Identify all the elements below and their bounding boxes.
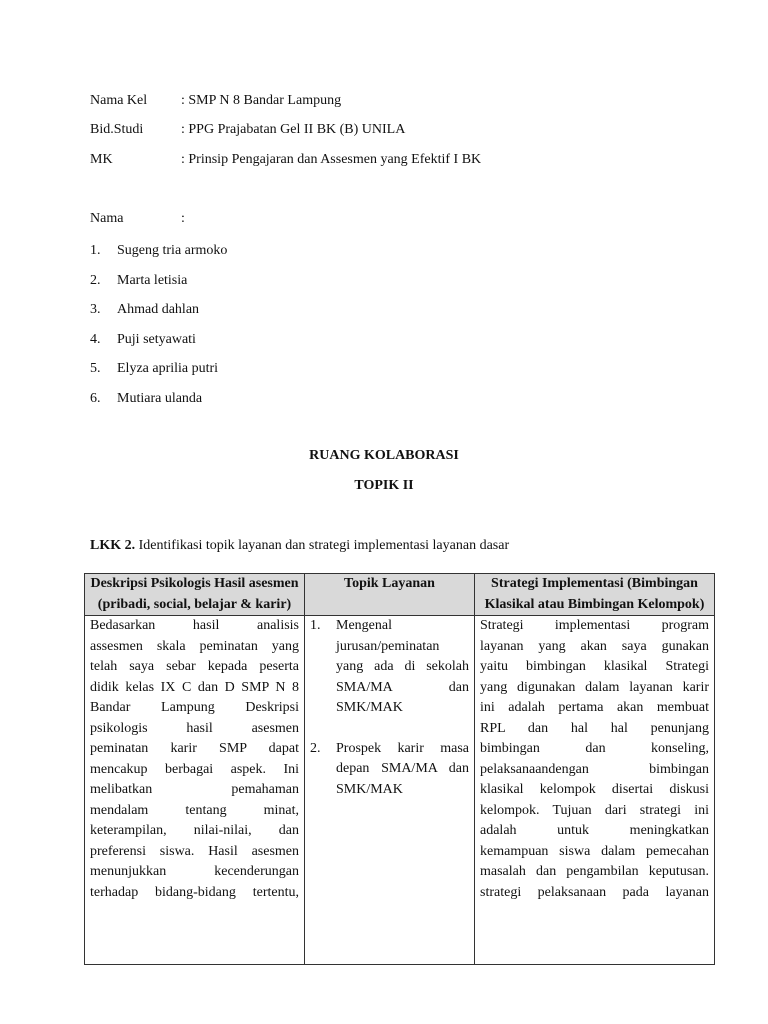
list-number: 6. <box>90 390 101 406</box>
text-line: menunjukkan kecenderungan <box>90 864 299 879</box>
cell-deskripsi <box>85 616 305 965</box>
list-item <box>90 300 227 330</box>
list-number: 3. <box>90 302 101 318</box>
member-name: Puji setyawati <box>117 331 196 347</box>
list-number: 2. <box>90 272 101 288</box>
text-line: bimbingan dan konseling, <box>480 741 709 756</box>
text-line: psikologis hasil asesmen <box>90 720 299 736</box>
header-topik: Topik Layanan <box>305 574 475 616</box>
member-name: Sugeng tria armoko <box>117 243 228 258</box>
list-item <box>90 330 227 360</box>
header-strategi: Strategi Implementasi (Bimbingan Klasikal atau Bimbingan Kelompok) <box>475 574 715 616</box>
topic-text: Prospek karir masa depan SMA/MA dan SMK/MAK <box>336 740 469 797</box>
member-name: Elyza aprilia putri <box>117 361 219 377</box>
text-line: keterampilan, nilai-nilai, dan <box>90 823 299 838</box>
text-line: ini adalah pertama akan membuat <box>480 700 709 715</box>
list-item <box>90 359 227 389</box>
text-line: didik kelas IX C dan D SMP N 8 <box>90 679 299 695</box>
text-line: terhadap bidang-bidang tertentu, <box>90 884 299 900</box>
text-line: kemampuan siswa dalam pemecahan <box>480 843 709 859</box>
topic-text: Mengenal jurusan/peminatan yang ada di sekolah SMA/MA dan SMK/MAK <box>336 618 469 715</box>
list-item <box>310 739 469 801</box>
text-line: peminatan karir SMP dapat <box>90 741 299 756</box>
member-list <box>90 241 227 419</box>
text-line: Bedasarkan hasil analisis <box>90 618 299 633</box>
member-name: Marta letisia <box>117 272 188 288</box>
table-row <box>85 616 715 965</box>
lkk-heading <box>90 538 509 554</box>
text-line: kelompok. Tujuan dari strategi ini <box>480 802 709 818</box>
member-name: Ahmad dahlan <box>117 302 200 318</box>
info-value: : PPG Prajabatan Gel II BK (B) UNILA <box>181 122 406 137</box>
text-line: pelaksanaandengan bimbingan <box>480 761 709 777</box>
text-line: mencakup berbagai aspek. Ini <box>90 761 299 777</box>
text-line: melibatkan pemahaman <box>90 782 299 797</box>
text-line: yang digunakan dalam layanan karir <box>480 679 709 695</box>
list-number: 1. <box>90 243 101 258</box>
text-line: layanan yang akan saya gunakan <box>480 638 709 654</box>
text-line: mendalam tentang minat, <box>90 802 299 818</box>
cell-topik <box>305 616 475 965</box>
list-item <box>90 271 227 301</box>
text-line: preferensi siswa. Hasil asesmen <box>90 843 299 859</box>
info-label: Nama Kel <box>90 93 148 108</box>
text-line: adalah untuk meningkatkan <box>480 823 709 838</box>
info-value: : Prinsip Pengajaran dan Assesmen yang Efektif I BK <box>181 152 482 167</box>
topic-list <box>310 616 469 800</box>
header-deskripsi: Deskripsi Psikologis Hasil asesmen (pribadi, social, belajar & karir) <box>85 574 305 616</box>
lkk-label: LKK 2. <box>90 538 136 553</box>
info-label: MK <box>90 152 113 167</box>
cell-strategi <box>475 616 715 965</box>
text-line: yaitu bimbingan klasikal Strategi <box>480 659 709 674</box>
text-line: Bandar Lampung Deskripsi <box>90 700 299 715</box>
list-number: 1. <box>310 618 321 633</box>
text-line: klasikal kelompok disertai diskusi <box>480 782 709 797</box>
text-line: masalah dan pengambilan keputusan. <box>480 864 709 879</box>
lkk-table <box>84 573 715 965</box>
list-item <box>90 389 227 419</box>
lkk-text: Identifikasi topik layanan dan strategi implementasi layanan dasar <box>135 538 510 553</box>
list-item <box>310 616 469 719</box>
text-line: Strategi implementasi program <box>480 618 709 633</box>
list-number: 2. <box>310 740 321 756</box>
text-line: assesmen skala peminatan yang <box>90 638 299 654</box>
page-title: RUANG KOLABORASI <box>309 448 459 463</box>
list-number: 4. <box>90 331 101 347</box>
table-header-row <box>85 574 715 616</box>
info-label: Bid.Studi <box>90 122 144 137</box>
list-item <box>90 241 227 271</box>
list-number: 5. <box>90 361 101 377</box>
names-colon: : <box>181 211 185 226</box>
text-line: telah saya sebar kepada peserta <box>90 659 299 674</box>
info-value: : SMP N 8 Bandar Lampung <box>181 93 342 108</box>
text-line: strategi pelaksanaan pada layanan <box>480 884 709 900</box>
member-name: Mutiara ulanda <box>117 390 203 406</box>
names-label: Nama <box>90 211 124 226</box>
text-line: RPL dan hal hal penunjang <box>480 720 709 736</box>
page-subtitle: TOPIK II <box>354 478 414 493</box>
